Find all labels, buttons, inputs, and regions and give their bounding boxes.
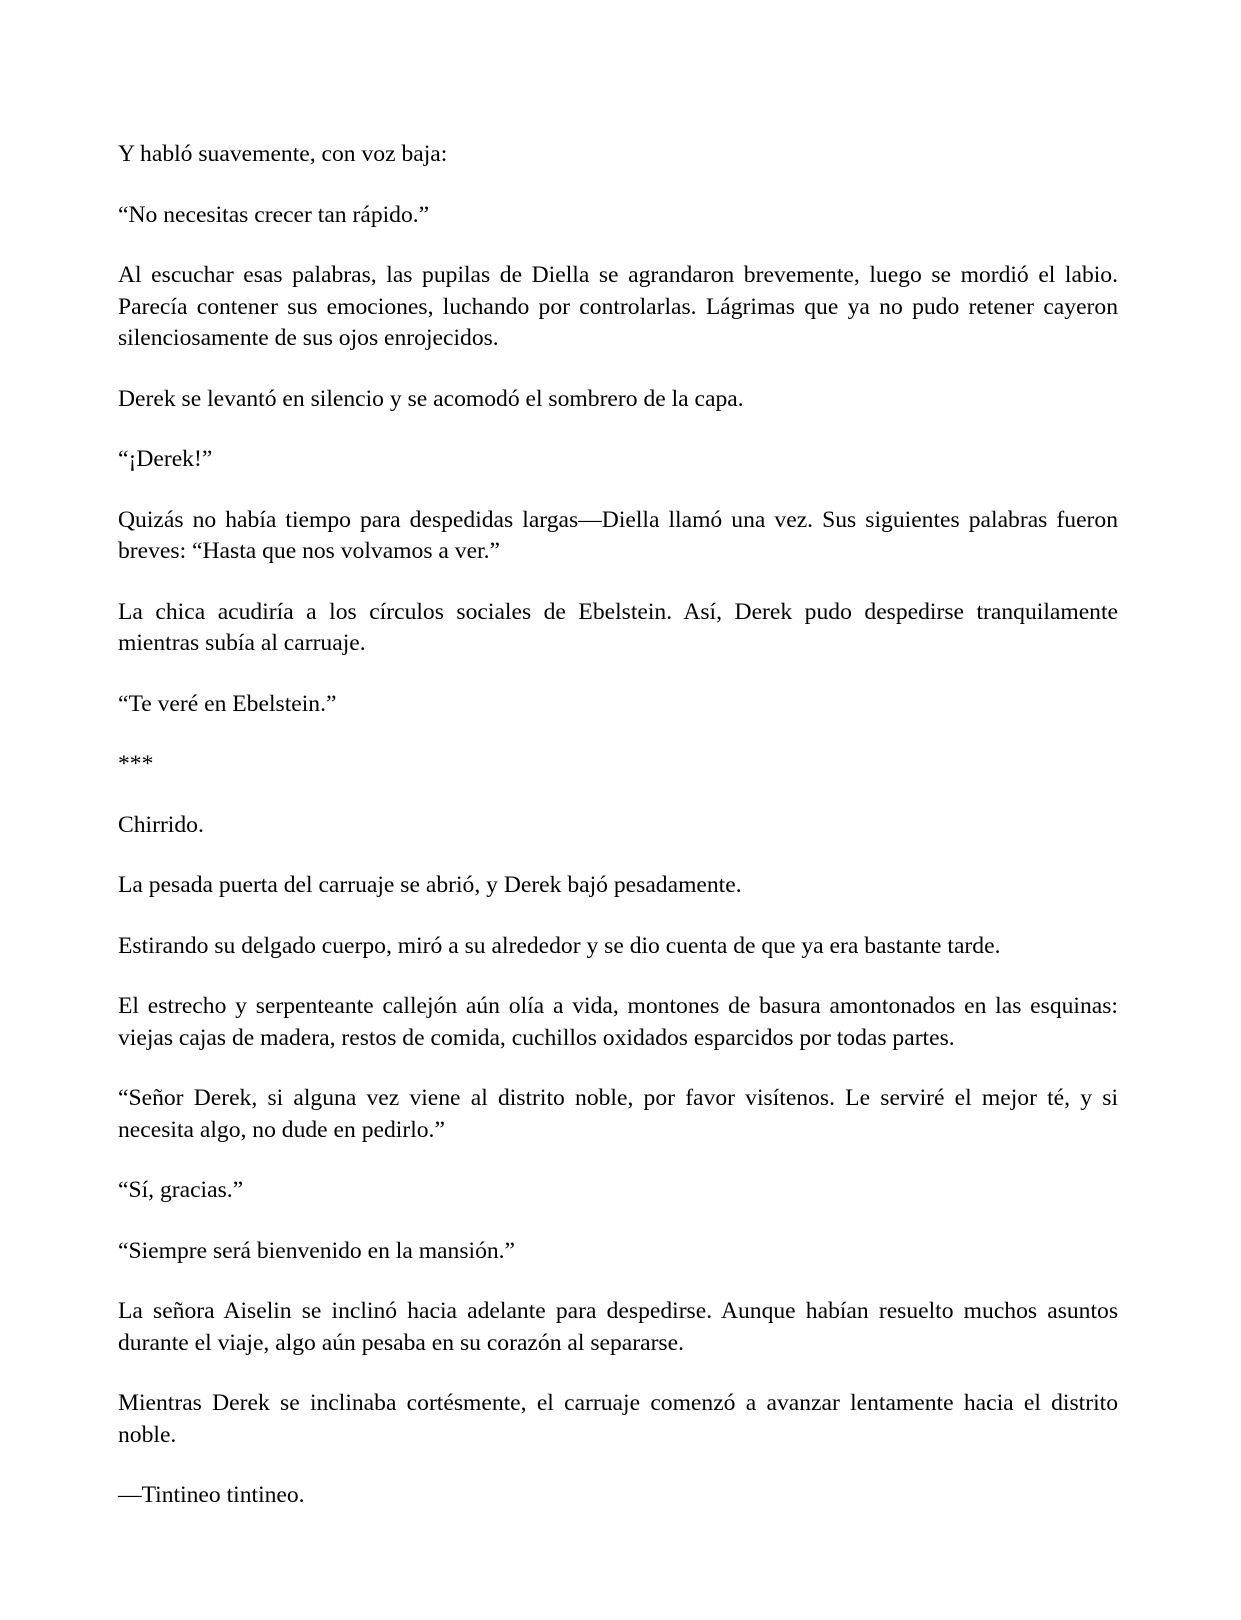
- paragraph-5: “¡Derek!”: [118, 446, 213, 472]
- paragraph-10: La pesada puerta del carruaje se abrió, y Derek bajó pesadamente.: [118, 872, 742, 898]
- paragraph-11: Estirando su delgado cuerpo, miró a su alrededor y se dio cuenta de que ya era bastante tarde.: [118, 932, 1001, 959]
- paragraph-15: “Siempre será bienvenido en la mansión.”: [118, 1237, 516, 1264]
- paragraph-16: La señora Aiselin se inclinó hacia adelante para despedirse. Aunque habían resuelto muchos asuntos durante el viaje, algo aún pesaba en su corazón al separarse.: [118, 1298, 1118, 1356]
- page-body: [118, 139, 1118, 1541]
- paragraph-17: Mientras Derek se inclinaba cortésmente, el carruaje comenzó a avanzar lentamente hacia el distrito noble.: [118, 1390, 1118, 1448]
- paragraph-18: —Tintineo tintineo.: [118, 1482, 305, 1508]
- scene-break: ***: [118, 751, 154, 777]
- paragraph-13: “Señor Derek, si alguna vez viene al distrito noble, por favor visítenos. Le serviré el mejor té, y si necesita algo, no dude en pedirlo.”: [118, 1085, 1118, 1143]
- paragraph-3: Al escuchar esas palabras, las pupilas de Diella se agrandaron brevemente, luego se mordió el labio. Parecía contener sus emociones, luchando por controlarlas. Lágrimas que ya no pudo retener cayeron silenciosamente de sus ojos enrojecidos.: [118, 262, 1118, 351]
- paragraph-12: El estrecho y serpenteante callejón aún olía a vida, montones de basura amontonados en las esquinas: viejas cajas de madera, restos de comida, cuchillos oxidados esparcidos por todas partes.: [118, 993, 1118, 1051]
- paragraph-8: “Te veré en Ebelstein.”: [118, 690, 337, 717]
- paragraph-1: Y habló suavemente, con voz baja:: [118, 141, 448, 167]
- paragraph-7: La chica acudiría a los círculos sociales de Ebelstein. Así, Derek pudo despedirse tranquilamente mientras subía al carruaje.: [118, 598, 1118, 656]
- paragraph-14: “Sí, gracias.”: [118, 1177, 244, 1203]
- paragraph-2: “No necesitas crecer tan rápido.”: [118, 201, 430, 228]
- paragraph-6: Quizás no había tiempo para despedidas largas—Diella llamó una vez. Sus siguientes palabras fueron breves: “Hasta que nos volvamos a ver.”: [118, 506, 1118, 564]
- paragraph-4: Derek se levantó en silencio y se acomodó el sombrero de la capa.: [118, 385, 744, 412]
- paragraph-9: Chirrido.: [118, 811, 204, 838]
